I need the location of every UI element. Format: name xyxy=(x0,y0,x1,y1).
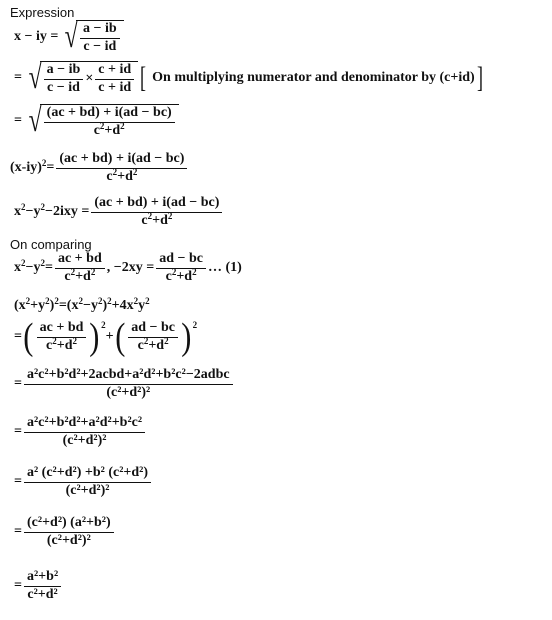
radical-sign: √ xyxy=(64,18,79,56)
fraction: $\frac{a - ib}{c - id}$ xyxy=(44,63,84,95)
heading-comparing: On comparing xyxy=(10,237,92,252)
step-1 xyxy=(14,20,124,54)
step-2: = √ $\frac{a - ib}{c - id}$ × $\frac{c + id}{c + id}$ [ On multiplying numerator and denominator by (c+id) ] xyxy=(14,59,483,97)
fraction: $\frac{(ac + bd) + i(ad - bc)}{c^2+d^2}$ xyxy=(91,196,222,228)
bracket-close: ] xyxy=(476,61,483,95)
sqrt-3 xyxy=(23,104,179,138)
step-8: = ( $\frac{ac + bd}{c^2+d^2}$ ) $^2$ + ( $\frac{ad - bc}{c^2+d^2}$ ) $^2$ xyxy=(14,316,198,358)
fraction: $\frac{\text{a²c²+b²d²+2acbd+a²d²+b²c²−2adbc}}{\text{(c²+d²)²}}$ xyxy=(24,368,233,400)
fraction: $\frac{\text{a²c²+b²d²+a²d²+b²c²}}{\text{(c²+d²)²}}$ xyxy=(24,416,145,448)
step-2-note: On multiplying numerator and denominator by (c+id) xyxy=(152,70,475,86)
radical-sign: √ xyxy=(28,59,42,97)
step-4: $(x-iy)^2$ = $\frac{(ac + bd) + i(ad - bc)}{c^2+d^2}$ xyxy=(10,152,189,184)
step-10: = $\frac{\text{a²c²+b²d²+a²d²+b²c²}}{\text{(c²+d²)²}}$ xyxy=(14,416,147,448)
fraction: $\frac{(ac + bd) + i(ad - bc)}{c^2+d^2}$ xyxy=(56,152,187,184)
radical-sign: √ xyxy=(28,102,42,140)
fraction: $\frac{\text{(c²+d²) (a²+b²)}}{\text{(c²+d²)²}}$ xyxy=(24,516,114,548)
fraction: $\frac{ad - bc}{c^2+d^2}$ xyxy=(156,252,206,284)
bracket-open: [ xyxy=(140,61,147,95)
step-7: $(x^2+y^2)^2=(x^2-y^2)^2+4x^2y^2$ xyxy=(14,296,150,313)
step-11: = $\frac{\text{a² (c²+d²) +b² (c²+d²)}}{\text{(c²+d²)²}}$ xyxy=(14,466,153,498)
step-9: = $\frac{\text{a²c²+b²d²+2acbd+a²d²+b²c²−2adbc}}{\text{(c²+d²)²}}$ xyxy=(14,368,235,400)
heading-expression: Expression xyxy=(10,5,75,20)
sqrt-2: √ $\frac{a - ib}{c - id}$ × $\frac{c + id}{c + id}$ xyxy=(23,61,138,95)
fraction: $\frac{(ac + bd) + i(ad - bc)}{c^2+d^2}$ xyxy=(44,106,175,138)
fraction: $\frac{a - ib}{c - id}$ xyxy=(80,22,120,54)
fraction: $\frac{ac + bd}{c^2+d^2}$ xyxy=(55,252,105,284)
step-12: = $\frac{\text{(c²+d²) (a²+b²)}}{\text{(c²+d²)²}}$ xyxy=(14,516,116,548)
step-3: = √ $\frac{(ac + bd) + i(ad - bc)}{c^2+d^2}$ xyxy=(14,104,179,138)
step-13: = $\frac{\text{a²+b²}}{\text{c²+d²}}$ xyxy=(14,570,63,602)
fraction: $\frac{\text{a² (c²+d²) +b² (c²+d²)}}{\text{(c²+d²)²}}$ xyxy=(24,466,151,498)
fraction: $\frac{\text{a²+b²}}{\text{c²+d²}}$ xyxy=(24,570,61,602)
sqrt-1 xyxy=(59,20,123,54)
step-6: $x^2-y^2=$ $\frac{ac + bd}{c^2+d^2}$ , −2xy = $\frac{ad - bc}{c^2+d^2}$ … (1) xyxy=(14,251,242,284)
fraction: $\frac{ad - bc}{c^2+d^2}$ xyxy=(128,321,178,353)
fraction: $\frac{ac + bd}{c^2+d^2}$ xyxy=(37,321,87,353)
step-1-lhs: x − iy = xyxy=(14,29,59,45)
fraction: $\frac{c + id}{c + id}$ xyxy=(95,63,134,95)
step-5: $x^2-y^2-2ixy$ = $\frac{(ac + bd) + i(ad - bc)}{c^2+d^2}$ xyxy=(14,196,224,228)
